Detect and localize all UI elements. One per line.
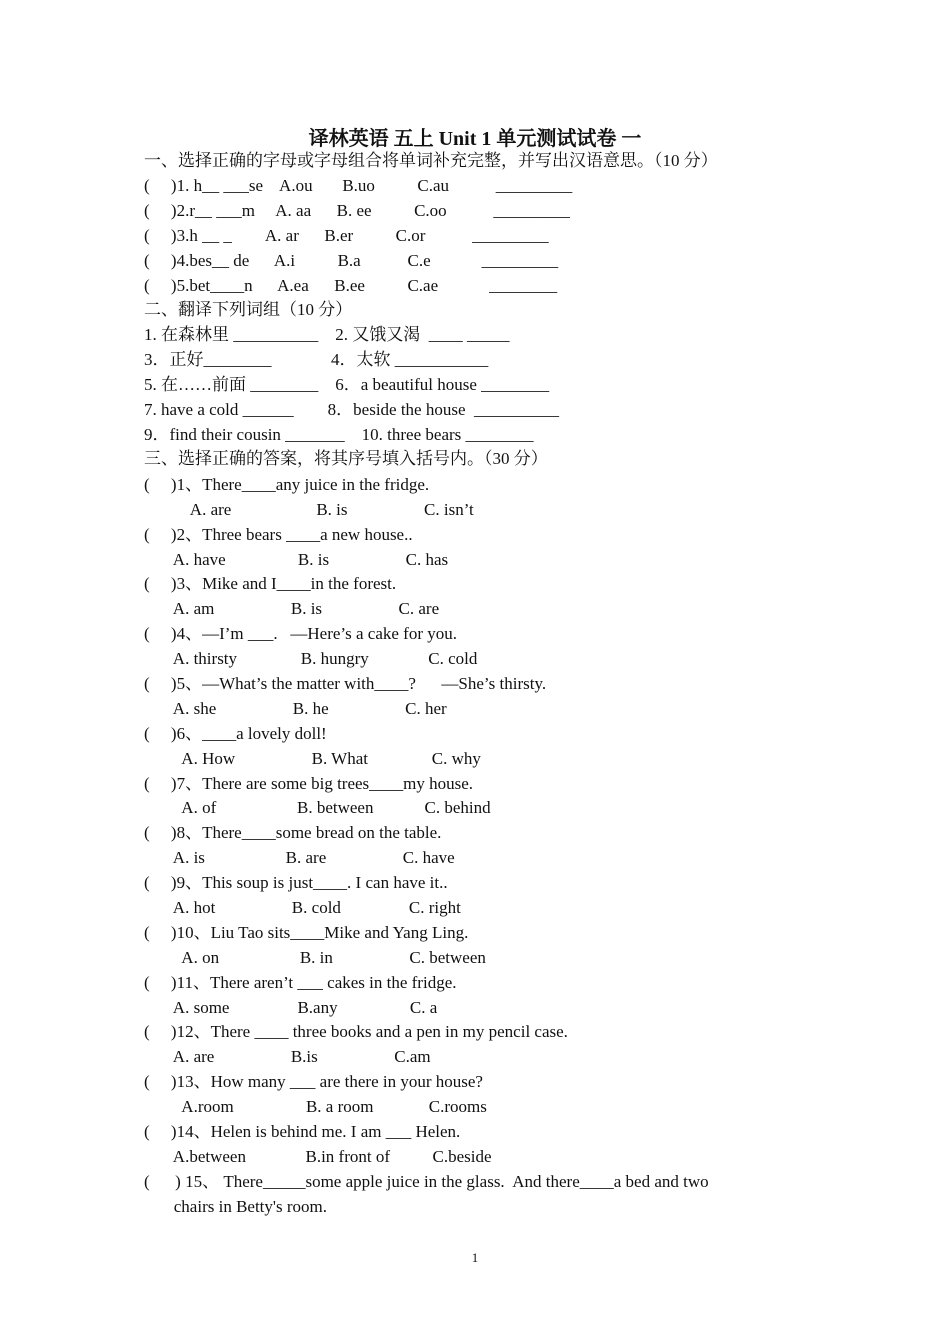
section3-q10: ( )10、Liu Tao sits____Mike and Yang Ling. <box>144 923 469 942</box>
section3-q13-options: A.room B. a room C.rooms <box>144 1097 487 1116</box>
section3-q11: ( )11、There aren’t ___ cakes in the fridge. <box>144 973 457 992</box>
section3-q14: ( )14、Helen is behind me. I am ___ Helen. <box>144 1122 461 1141</box>
section3-q4: ( )4、—I’m ___. —Here’s a cake for you. <box>144 624 457 643</box>
section3-q11-options: A. some B.any C. a <box>144 998 438 1017</box>
section3-q1-options: A. are B. is C. isn’t <box>144 500 474 519</box>
section3-q2-options: A. have B. is C. has <box>144 550 449 569</box>
section2-row-2: 3．正好________ 4．太软 ___________ <box>144 350 489 369</box>
section1-item-2: ( )2.r__ ___m A. aa B. ee C.oo _________ <box>144 201 570 220</box>
section3-q4-options: A. thirsty B. hungry C. cold <box>144 649 478 668</box>
section2-row-4: 7. have a cold ______ 8．beside the house __________ <box>144 400 560 419</box>
section3-q8: ( )8、There____some bread on the table. <box>144 823 442 842</box>
section3-q10-options: A. on B. in C. between <box>144 948 486 967</box>
section2-row-1: 1. 在森林里 __________ 2. 又饿又渴 ____ _____ <box>144 325 510 344</box>
section1-heading: 一、选择正确的字母或字母组合将单词补充完整，并写出汉语意思。（10 分） <box>144 151 718 170</box>
section1-item-5: ( )5.bet____n A.ea B.ee C.ae ________ <box>144 276 558 295</box>
page-number: 1 <box>471 1250 479 1265</box>
section3-q14-options: A.between B.in front of C.beside <box>144 1147 492 1166</box>
section2-row-3: 5. 在……前面 ________ 6．a beautiful house ________ <box>144 375 550 394</box>
section2-row-5: 9．find their cousin _______ 10. three bears ________ <box>144 425 534 444</box>
section3-q3: ( )3、Mike and I____in the forest. <box>144 574 397 593</box>
document-title: 译林英语 五上 Unit 1 单元测试试卷 一 <box>308 128 642 150</box>
section3-q6-options: A. How B. What C. why <box>144 749 481 768</box>
section1-item-1: ( )1. h__ ___se A.ou B.uo C.au _________ <box>144 176 573 195</box>
section1-item-4: ( )4.bes__ de A.i B.a C.e _________ <box>144 251 559 270</box>
section3-q6: ( )6、____a lovely doll! <box>144 724 327 743</box>
section3-q8-options: A. is B. are C. have <box>144 848 455 867</box>
section3-q7-options: A. of B. between C. behind <box>144 798 491 817</box>
section3-q5-options: A. she B. he C. her <box>144 699 447 718</box>
section2-heading: 二、翻译下列词组（10 分） <box>144 300 353 319</box>
section3-q5: ( )5、—What’s the matter with____? —She’s thirsty. <box>144 674 547 693</box>
section3-q7: ( )7、There are some big trees____my house. <box>144 774 474 793</box>
section3-q2: ( )2、Three bears ____a new house.. <box>144 525 413 544</box>
section3-q15-line2: chairs in Betty's room. <box>144 1197 327 1216</box>
section3-heading: 三、选择正确的答案，将其序号填入括号内。（30 分） <box>144 449 548 468</box>
section3-q15-line1: ( ) 15、 There_____some apple juice in the glass. And there____a bed and two <box>144 1172 709 1191</box>
section3-q1: ( )1、There____any juice in the fridge. <box>144 475 430 494</box>
section3-q9: ( )9、This soup is just____. I can have it.. <box>144 873 448 892</box>
section1-item-3: ( )3.h __ _ A. ar B.er C.or _________ <box>144 226 549 245</box>
section3-q12-options: A. are B.is C.am <box>144 1047 431 1066</box>
section3-q3-options: A. am B. is C. are <box>144 599 440 618</box>
section3-q9-options: A. hot B. cold C. right <box>144 898 461 917</box>
section3-q12: ( )12、There ____ three books and a pen in my pencil case. <box>144 1022 568 1041</box>
section3-q13: ( )13、How many ___ are there in your house? <box>144 1072 483 1091</box>
